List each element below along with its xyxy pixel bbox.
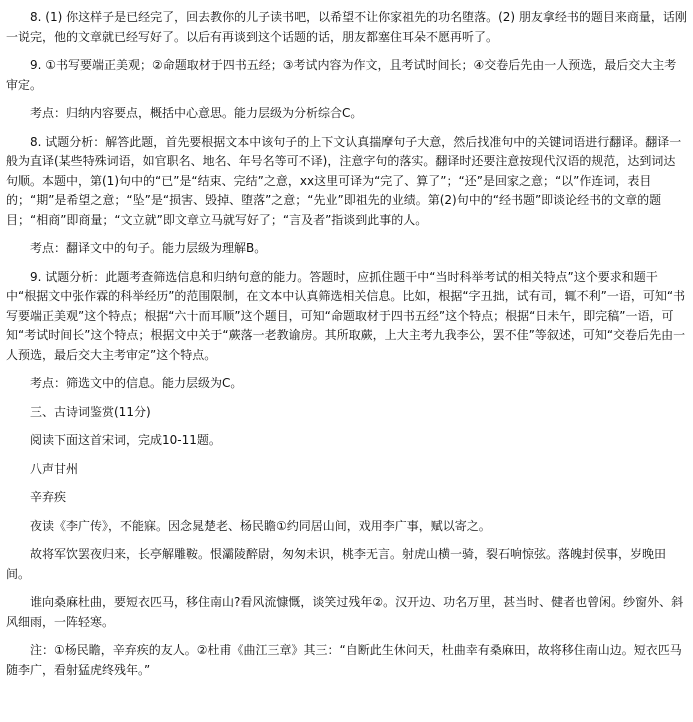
poem-preface: 夜读《李广传》，不能寐。因念晁楚老、杨民瞻①约同居山间，戏用李广事，赋以寄之。 <box>30 518 491 533</box>
poem-author: 辛弃疾 <box>30 490 67 504</box>
reading-instruction: 阅读下面这首宋词，完成10-11题。 <box>30 433 221 447</box>
test-point-8: 考点：翻译文中的句子。能力层级为理解B。 <box>30 241 267 255</box>
analysis-9: 9. 试题分析：此题考查筛选信息和归纳句意的能力。答题时，应抓住题干中“当时科举考试的相关特点”这个要求和题干中“根据文中张作霖的科举经历”的范围限制，在文本中认真筛选相关信息。比如，根据“字丑拙，试有司，辄不利”一语，可知“书写要端正美观”这个特点；根据“六十而耳顺”这个题目，可知“命题取材于四书五经”这个特点；根据“日未午，即完稿”一语，可知“考试时间长”这个特点；根据文中关于“蕨落一老教谕房。其所取蕨，上大主考九我李公，罢不佳”等叙述，可知“交卷后先由一人预选，最后交大主考审定”这个特点。 <box>6 269 686 362</box>
poem-title: 八声甘州 <box>30 461 79 476</box>
test-point-9: 考点：归纳内容要点，概括中心意思。能力层级为分析综合C。 <box>30 106 363 120</box>
test-point-9b: 考点：筛选文中的信息。能力层级为C。 <box>30 376 243 390</box>
poem-stanza-2: 谁向桑麻杜曲，要短衣匹马，移住南山?看风流慷慨，谈笑过残年②。汉开边、功名万里，甚当时、健者也曾闲。纱窗外、斜风细雨，一阵轻寒。 <box>6 595 684 629</box>
answer-9-points: 9. ①书写要端正美观；②命题取材于四书五经；③考试内容为作文，且考试时间长；④交卷后先由一人预选，最后交大主考审定。 <box>6 58 677 92</box>
section-heading: 三、古诗词鉴赏(11分) <box>30 404 151 419</box>
answer-8-translation: 8. (1) 你这样子是已经完了，回去教你的儿子读书吧，以希望不让你家祖先的功名堕落。(2) 朋友拿经书的题目来商量，话刚一说完，他的文章就已经写好了。以后有再谈到这个话题的话，朋友都塞住耳朵不愿再听了。 <box>6 10 687 44</box>
poem-stanza-1: 故将军饮罢夜归来，长亭解雕鞍。恨灞陵醉尉，匆匆未识，桃李无言。射虎山横一骑，裂石响惊弦。落魄封侯事，岁晚田间。 <box>6 547 667 581</box>
poem-notes: 注：①杨民瞻，辛弃疾的友人。②杜甫《曲江三章》其三：“自断此生休问天，杜曲幸有桑麻田，故将移住南山边。短衣匹马随李广，看射猛虎终残年。” <box>6 643 682 677</box>
analysis-8: 8. 试题分析：解答此题，首先要根据文本中该句子的上下文认真揣摩句子大意，然后找准句中的关键词语进行翻译。翻译一般为直译(某些特殊词语，如官职名、地名、年号名等可不译)，注意字句的落实。翻译时还要注意按现代汉语的规范，达到词达句顺。本题中，第(1)句中的“已”是“结束、完结”之意，xx这里可译为“完了、算了”；“还”是回家之意；“以”作连词，表目的；“期”是希望之意；“坠”是“损害、毁掉、堕落”之意；“先业”即祖先的业绩。第(2)句中的“经书题”即谈论经书的文章的题目；“相商”即商量；“文立就”即文章立马就写好了；“言及者”指谈到此事的人。 <box>6 134 682 227</box>
